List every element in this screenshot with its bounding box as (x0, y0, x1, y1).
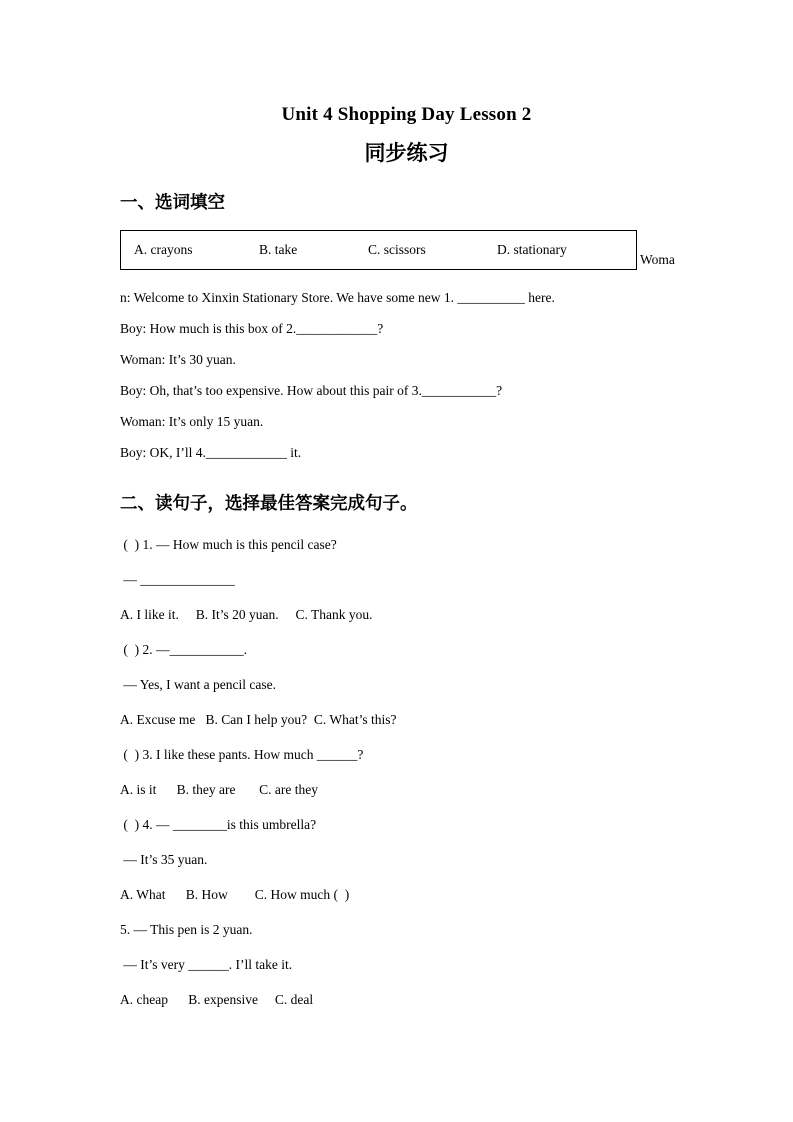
word-bank-option-a: A. crayons (134, 242, 193, 257)
dialog-line-1: n: Welcome to Xinxin Stationary Store. We have some new 1. __________ here. (120, 290, 555, 305)
section2-heading: 二、读句子，选择最佳答案完成句子。 (120, 493, 418, 513)
question-line-4: ( ) 2. —___________. (120, 642, 248, 657)
overflow-word-fragment: Woma (640, 252, 675, 267)
question-line-13: — It’s very ______. I’ll take it. (120, 957, 293, 972)
dialog-line-3: Woman: It’s 30 yuan. (120, 352, 236, 367)
question-line-9: ( ) 4. — ________is this umbrella? (120, 817, 317, 832)
question-line-14: A. cheap B. expensive C. deal (120, 992, 314, 1007)
question-line-11: A. What B. How C. How much ( ) (120, 887, 350, 902)
word-bank-option-d: D. stationary (497, 242, 567, 257)
section1-heading: 一、选词填空 (120, 192, 225, 212)
page-title: Unit 4 Shopping Day Lesson 2 (281, 104, 532, 125)
question-line-5: — Yes, I want a pencil case. (120, 677, 276, 692)
dialog-line-2: Boy: How much is this box of 2.____________? (120, 321, 384, 336)
question-line-2: — ______________ (120, 572, 235, 587)
question-line-10: — It’s 35 yuan. (120, 852, 208, 867)
section1-dialog (120, 282, 693, 468)
dialog-line-5: Woman: It’s only 15 yuan. (120, 414, 264, 429)
question-line-6: A. Excuse me B. Can I help you? C. What’s this? (120, 712, 397, 727)
question-line-3: A. I like it. B. It’s 20 yuan. C. Thank you. (120, 607, 373, 622)
dialog-line-6: Boy: OK, I’ll 4.____________ it. (120, 445, 302, 460)
word-bank-row (120, 230, 693, 270)
word-bank-option-b: B. take (259, 242, 298, 257)
question-line-8: A. is it B. they are C. are they (120, 782, 318, 797)
page-subtitle: 同步练习 (364, 142, 449, 165)
question-line-7: ( ) 3. I like these pants. How much ______? (120, 747, 364, 762)
word-bank-option-c: C. scissors (368, 242, 426, 257)
dialog-line-4: Boy: Oh, that’s too expensive. How about this pair of 3.___________? (120, 383, 503, 398)
question-line-1: ( ) 1. — How much is this pencil case? (120, 537, 337, 552)
section2-questions (120, 527, 693, 1017)
word-bank-box (120, 230, 637, 270)
question-line-12: 5. — This pen is 2 yuan. (120, 922, 253, 937)
